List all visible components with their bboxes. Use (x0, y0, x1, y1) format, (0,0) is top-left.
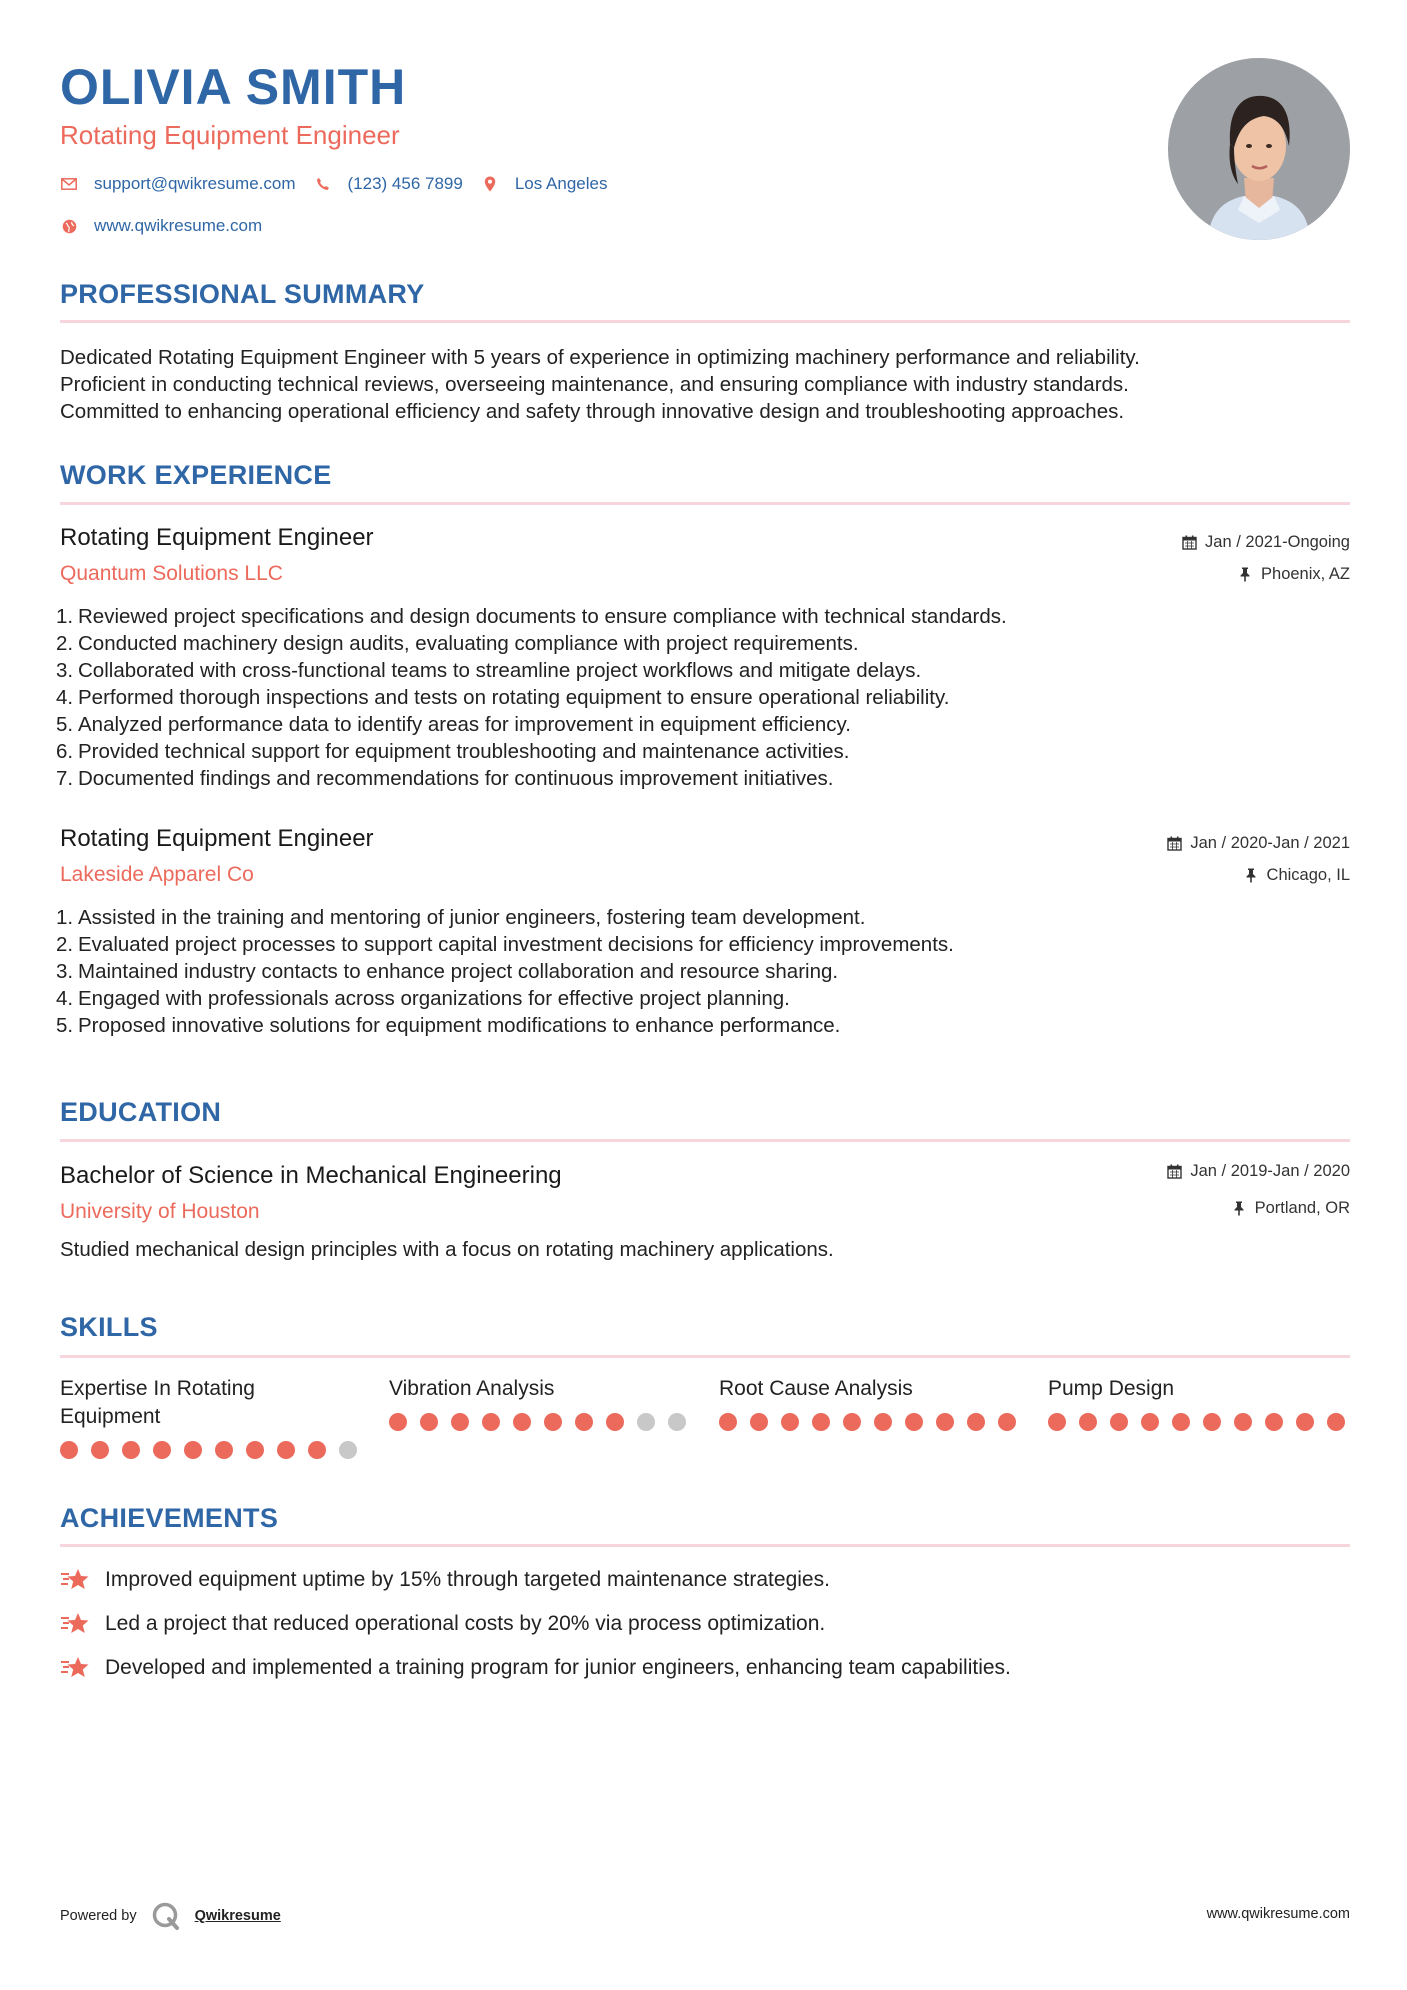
skill-name: Root Cause Analysis (719, 1377, 913, 1400)
rating-dot-filled (874, 1413, 892, 1431)
rating-dot-filled (781, 1413, 799, 1431)
calendar-icon (1181, 535, 1197, 551)
list-item: 4. Performed thorough inspections and tests on rotating equipment to ensure operational reliability. (56, 686, 950, 709)
job-location-text: Phoenix, AZ (1261, 565, 1350, 583)
skill-item (1048, 1375, 1358, 1431)
list-item: 3. Collaborated with cross-functional teams to streamline project workflows and mitigate delays. (56, 659, 922, 682)
list-item: 4. Engaged with professionals across organizations for effective project planning. (56, 987, 790, 1010)
footer-website[interactable]: www.qwikresume.com (1206, 1906, 1350, 1922)
website-link[interactable]: www.qwikresume.com (94, 216, 263, 235)
rating-dot-filled (606, 1413, 624, 1431)
rating-dot-filled (1203, 1413, 1221, 1431)
section-divider (60, 502, 1350, 505)
candidate-title: Rotating Equipment Engineer (60, 120, 400, 150)
rating-dot-filled (1172, 1413, 1190, 1431)
job-title: Rotating Equipment Engineer (60, 524, 374, 551)
achievement-text: Improved equipment uptime by 15% through targeted maintenance strategies. (105, 1568, 830, 1591)
achievement-text: Developed and implemented a training program for junior engineers, enhancing team capabilities. (105, 1656, 1011, 1679)
rating-dot-filled (389, 1413, 407, 1431)
globe-icon (60, 217, 78, 235)
skill-name: Expertise In Rotating Equipment (60, 1377, 255, 1428)
pushpin-icon (1237, 567, 1253, 583)
envelope-icon (60, 175, 78, 193)
education-description: Studied mechanical design principles with a focus on rotating machinery applications. (60, 1238, 834, 1261)
list-item: 1. Assisted in the training and mentoring of junior engineers, fostering team development. (56, 906, 866, 929)
rating-dot-filled (1265, 1413, 1283, 1431)
rating-dot-filled (122, 1441, 140, 1459)
rating-dot-filled (153, 1441, 171, 1459)
list-item: 5. Analyzed performance data to identify areas for improvement in equipment efficiency. (56, 713, 851, 736)
rating-dot-filled (308, 1441, 326, 1459)
section-divider (60, 1355, 1350, 1358)
job-location (1237, 565, 1350, 584)
rating-dot-filled (719, 1413, 737, 1431)
rating-dot-filled (544, 1413, 562, 1431)
list-item: 7. Documented findings and recommendations for continuous improvement initiatives. (56, 767, 834, 790)
rating-dot-filled (482, 1413, 500, 1431)
rating-dot-filled (91, 1441, 109, 1459)
star-icon (60, 1654, 92, 1682)
education-location (1231, 1199, 1350, 1218)
job-location-text: Chicago, IL (1266, 866, 1350, 884)
summary-line: Dedicated Rotating Equipment Engineer with 5 years of experience in optimizing machinery performance and reliability. (60, 346, 1140, 369)
section-divider (60, 320, 1350, 323)
rating-dot-filled (277, 1441, 295, 1459)
job-bullets (56, 904, 1346, 1039)
calendar-icon (1166, 1164, 1182, 1180)
rating-dot-filled (1048, 1413, 1066, 1431)
calendar-icon (1166, 836, 1182, 852)
summary-text (60, 344, 1350, 425)
contact-row-primary (60, 171, 625, 197)
list-item: 1. Reviewed project specifications and design documents to ensure compliance with technical standards. (56, 605, 1007, 628)
summary-line: Proficient in conducting technical reviews, overseeing maintenance, and ensuring compliance with industry standards. (60, 373, 1129, 396)
phone-icon (314, 175, 332, 193)
section-title-summary: PROFESSIONAL SUMMARY (60, 279, 425, 309)
rating-dot-empty (637, 1413, 655, 1431)
section-title-education: EDUCATION (60, 1097, 222, 1127)
achievement-item (60, 1566, 830, 1594)
rating-dot-filled (513, 1413, 531, 1431)
job-title: Rotating Equipment Engineer (60, 825, 374, 852)
rating-dot-filled (1234, 1413, 1252, 1431)
contact-row-secondary (60, 213, 280, 239)
skill-rating (60, 1441, 370, 1459)
skill-name: Pump Design (1048, 1377, 1175, 1400)
rating-dot-filled (184, 1441, 202, 1459)
skill-name: Vibration Analysis (389, 1377, 555, 1400)
rating-dot-filled (420, 1413, 438, 1431)
section-title-skills: SKILLS (60, 1312, 158, 1342)
section-title-experience: WORK EXPERIENCE (60, 460, 332, 490)
rating-dot-filled (812, 1413, 830, 1431)
rating-dot-filled (936, 1413, 954, 1431)
rating-dot-filled (1110, 1413, 1128, 1431)
rating-dot-empty (339, 1441, 357, 1459)
skill-rating (1048, 1413, 1358, 1431)
education-dates (1166, 1162, 1350, 1181)
rating-dot-filled (60, 1441, 78, 1459)
rating-dot-empty (668, 1413, 686, 1431)
list-item: 2. Conducted machinery design audits, evaluating compliance with project requirements. (56, 632, 859, 655)
email-link[interactable]: support@qwikresume.com (94, 174, 296, 193)
rating-dot-filled (905, 1413, 923, 1431)
powered-by-label: Powered by (60, 1908, 137, 1924)
brand-link[interactable]: Qwikresume (194, 1908, 281, 1924)
skill-rating (389, 1413, 699, 1431)
pushpin-icon (1243, 868, 1259, 884)
achievement-item (60, 1610, 825, 1638)
rating-dot-filled (750, 1413, 768, 1431)
skill-item (60, 1375, 370, 1459)
list-item: 5. Proposed innovative solutions for equipment modifications to enhance performance. (56, 1014, 841, 1037)
summary-line: Committed to enhancing operational efficiency and safety through innovative design and troubleshooting approaches. (60, 400, 1125, 423)
job-bullets (56, 603, 1346, 792)
rating-dot-filled (1296, 1413, 1314, 1431)
achievement-item (60, 1654, 1011, 1682)
rating-dot-filled (967, 1413, 985, 1431)
job-dates-text: Jan / 2021-Ongoing (1205, 533, 1350, 551)
rating-dot-filled (451, 1413, 469, 1431)
job-location (1243, 866, 1350, 885)
section-divider (60, 1139, 1350, 1142)
rating-dot-filled (1141, 1413, 1159, 1431)
education-dates-text: Jan / 2019-Jan / 2020 (1190, 1162, 1350, 1180)
list-item: 2. Evaluated project processes to support capital investment decisions for efficiency improvements. (56, 933, 954, 956)
rating-dot-filled (575, 1413, 593, 1431)
star-icon (60, 1566, 92, 1594)
location-text: Los Angeles (514, 174, 608, 193)
map-pin-icon (481, 175, 499, 193)
job-dates (1181, 533, 1350, 552)
company-name: Quantum Solutions LLC (60, 562, 283, 585)
skill-item (719, 1375, 1029, 1431)
section-title-achievements: ACHIEVEMENTS (60, 1503, 279, 1533)
rating-dot-filled (843, 1413, 861, 1431)
school-name: University of Houston (60, 1200, 260, 1223)
rating-dot-filled (215, 1441, 233, 1459)
rating-dot-filled (246, 1441, 264, 1459)
company-name: Lakeside Apparel Co (60, 863, 254, 886)
phone-number[interactable]: (123) 456 7899 (347, 174, 463, 193)
education-location-text: Portland, OR (1254, 1199, 1350, 1217)
list-item: 6. Provided technical support for equipment troubleshooting and maintenance activities. (56, 740, 850, 763)
skill-rating (719, 1413, 1029, 1431)
job-dates-text: Jan / 2020-Jan / 2021 (1190, 834, 1350, 852)
list-item: 3. Maintained industry contacts to enhance project collaboration and resource sharing. (56, 960, 839, 983)
rating-dot-filled (998, 1413, 1016, 1431)
rating-dot-filled (1327, 1413, 1345, 1431)
footer-powered-by (60, 1901, 281, 1931)
achievement-text: Led a project that reduced operational costs by 20% via process optimization. (105, 1612, 826, 1635)
profile-photo (1168, 58, 1350, 240)
job-dates (1166, 834, 1350, 853)
star-icon (60, 1610, 92, 1638)
degree-title: Bachelor of Science in Mechanical Engineering (60, 1162, 562, 1189)
skill-item (389, 1375, 699, 1431)
section-divider (60, 1544, 1350, 1547)
candidate-name: OLIVIA SMITH (60, 59, 407, 115)
qwikresume-logo-icon (151, 1901, 181, 1931)
pushpin-icon (1231, 1201, 1247, 1217)
rating-dot-filled (1079, 1413, 1097, 1431)
